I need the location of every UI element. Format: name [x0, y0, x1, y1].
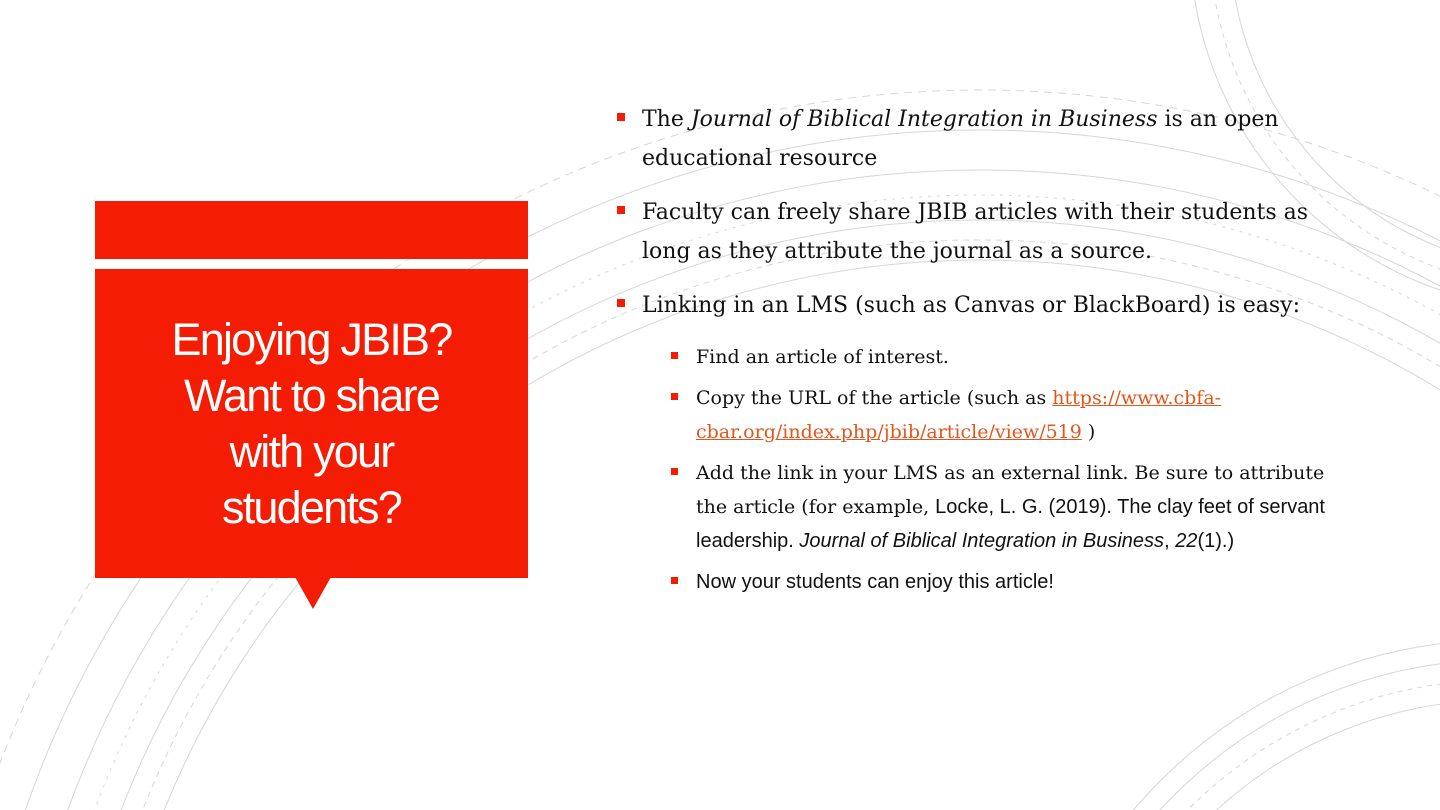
citation-separator: ,	[1164, 530, 1176, 552]
title-line: Enjoying JBIB?	[171, 313, 452, 365]
sub-bullet-list	[668, 340, 1344, 599]
sub-bullet-text: Copy the URL of the article (such as	[696, 387, 1053, 409]
sub-bullet-copy-url	[668, 381, 1344, 449]
sub-bullet-text: Find an article of interest.	[696, 346, 949, 368]
sub-bullet-enjoy	[668, 565, 1344, 599]
article-url-link[interactable]: https://www.cbfa-cbar.org/index.php/jbib/article/view/519	[696, 387, 1222, 443]
bullet-open-resource	[614, 100, 1344, 178]
title-line: with your	[229, 425, 394, 477]
bullet-square-icon	[671, 468, 678, 475]
sub-bullet-find	[668, 340, 1344, 374]
slide-title	[95, 269, 528, 578]
sub-bullet-text: )	[1081, 421, 1096, 443]
bullet-lms-linking	[614, 286, 1344, 325]
bullet-square-icon	[671, 577, 678, 584]
title-line: Want to share	[183, 369, 440, 421]
bullet-text: Faculty can freely share JBIB articles with their students as long as they attribute the journal as a source.	[642, 200, 1309, 264]
citation-text: Locke, L. G. (2019). The clay feet of servant leadership.	[696, 496, 1325, 552]
sub-bullet-text: Add the link in your LMS as an external link. Be sure to attribute the article (for example,	[696, 462, 1325, 518]
bullet-list	[614, 100, 1344, 606]
bullet-square-icon	[671, 352, 678, 359]
callout-pointer	[295, 577, 331, 609]
bullet-square-icon	[671, 393, 678, 400]
bullet-square-icon	[617, 113, 625, 121]
journal-title: Journal of Biblical Integration in Business	[690, 107, 1158, 132]
bullet-text: The	[642, 107, 691, 132]
bullet-faculty-share	[614, 193, 1344, 271]
bullet-square-icon	[617, 206, 625, 214]
sub-bullet-add-link	[668, 456, 1344, 558]
bullet-text: Linking in an LMS (such as Canvas or BlackBoard) is easy:	[642, 293, 1300, 318]
citation-issue: (1).)	[1197, 530, 1235, 552]
citation-journal: Journal of Biblical Integration in Business	[799, 530, 1165, 552]
bullet-text: is an open educational resource	[642, 107, 1279, 171]
title-accent-strip	[95, 201, 528, 259]
sub-bullet-text: Now your students can enjoy this article!	[696, 571, 1054, 593]
bullet-square-icon	[617, 299, 625, 307]
citation-volume: 22	[1175, 530, 1198, 552]
title-line: students?	[222, 481, 401, 533]
